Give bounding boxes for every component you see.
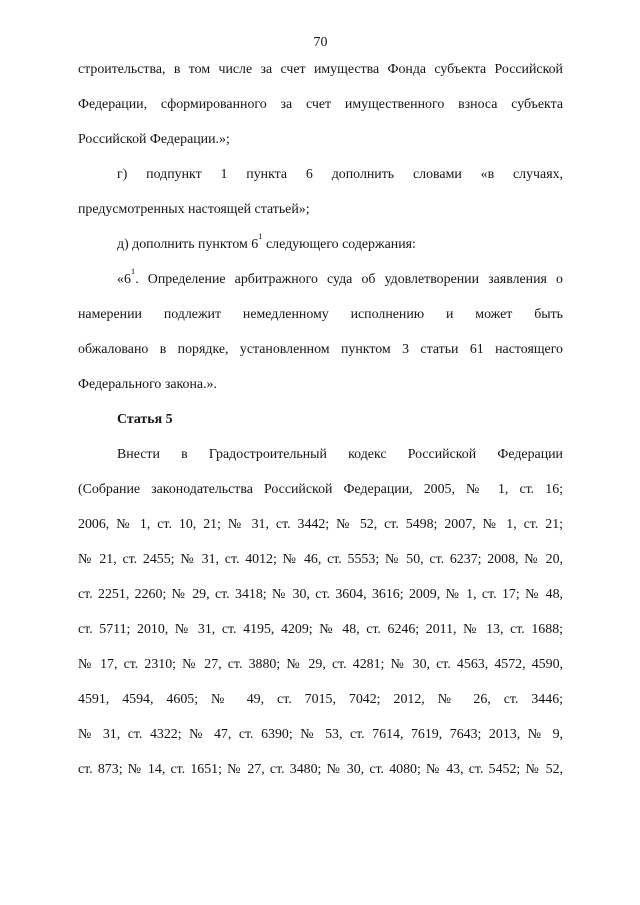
text-segment: «6 bbox=[117, 272, 131, 287]
text-segment: следующего содержания: bbox=[262, 237, 416, 252]
text-line bbox=[78, 192, 563, 227]
text-segment: № 21, ст. 2455; № 31, ст. 4012; № 46, ст. 5553; № 50, ст. 6237; 2008, № 20, bbox=[78, 552, 563, 567]
text-segment: г) подпункт 1 пункта 6 дополнить словами «в случаях, bbox=[117, 167, 563, 182]
text-segment: 2006, № 1, ст. 10, 21; № 31, ст. 3442; № 52, ст. 5498; 2007, № 1, ст. 21; bbox=[78, 517, 563, 532]
text-line bbox=[78, 87, 563, 122]
text-segment: Статья 5 bbox=[117, 412, 173, 427]
text-segment: ст. 2251, 2260; № 29, ст. 3418; № 30, ст. 3604, 3616; 2009, № 1, ст. 17; № 48, bbox=[78, 587, 563, 602]
text-segment: (Собрание законодательства Российской Федерации, 2005, № 1, ст. 16; bbox=[78, 482, 563, 497]
text-segment: строительства, в том числе за счет имущества Фонда субъекта Российской bbox=[78, 62, 563, 77]
text-line bbox=[78, 227, 563, 262]
text-line bbox=[78, 262, 563, 297]
text-line bbox=[78, 157, 563, 192]
text-line bbox=[78, 332, 563, 367]
text-line bbox=[78, 472, 563, 507]
article-heading bbox=[78, 402, 563, 437]
superscript-index: 1 bbox=[258, 230, 263, 241]
text-line bbox=[78, 507, 563, 542]
text-line bbox=[78, 577, 563, 612]
text-segment: ст. 5711; 2010, № 31, ст. 4195, 4209; № 48, ст. 6246; 2011, № 13, ст. 1688; bbox=[78, 622, 563, 637]
text-line bbox=[78, 297, 563, 332]
text-segment: № 17, ст. 2310; № 27, ст. 3880; № 29, ст. 4281; № 30, ст. 4563, 4572, 4590, bbox=[78, 657, 563, 672]
text-segment: № 31, ст. 4322; № 47, ст. 6390; № 53, ст. 7614, 7619, 7643; 2013, № 9, bbox=[78, 727, 563, 742]
text-segment: обжаловано в порядке, установленном пунктом 3 статьи 61 настоящего bbox=[78, 342, 563, 357]
text-segment: Российской Федерации.»; bbox=[78, 132, 230, 147]
text-segment: ст. 873; № 14, ст. 1651; № 27, ст. 3480; № 30, ст. 4080; № 43, ст. 5452; № 52, bbox=[78, 762, 563, 777]
text-segment: намерении подлежит немедленному исполнению и может быть bbox=[78, 307, 563, 322]
text-line bbox=[78, 52, 563, 87]
text-line bbox=[78, 612, 563, 647]
text-segment: д) дополнить пунктом 6 bbox=[117, 237, 259, 252]
text-line bbox=[78, 437, 563, 472]
text-segment: Федерального закона.». bbox=[78, 377, 217, 392]
text-line bbox=[78, 367, 563, 402]
text-line bbox=[78, 542, 563, 577]
superscript-index: 1 bbox=[130, 265, 136, 276]
document-body bbox=[78, 52, 563, 787]
text-segment: 4591, 4594, 4605; № 49, ст. 7015, 7042; 2012, № 26, ст. 3446; bbox=[78, 692, 563, 707]
text-line bbox=[78, 752, 563, 787]
page-number: 70 bbox=[313, 35, 328, 50]
text-line bbox=[78, 717, 563, 752]
text-segment: Федерации, сформированного за счет имущественного взноса субъекта bbox=[78, 97, 563, 112]
text-segment: Внести в Градостроительный кодекс Российской Федерации bbox=[117, 447, 563, 462]
text-line bbox=[78, 122, 563, 157]
text-line bbox=[78, 682, 563, 717]
text-line bbox=[78, 647, 563, 682]
text-segment: . Определение арбитражного суда об удовлетворении заявления о bbox=[135, 272, 563, 287]
text-segment: предусмотренных настоящей статьей»; bbox=[78, 202, 310, 217]
